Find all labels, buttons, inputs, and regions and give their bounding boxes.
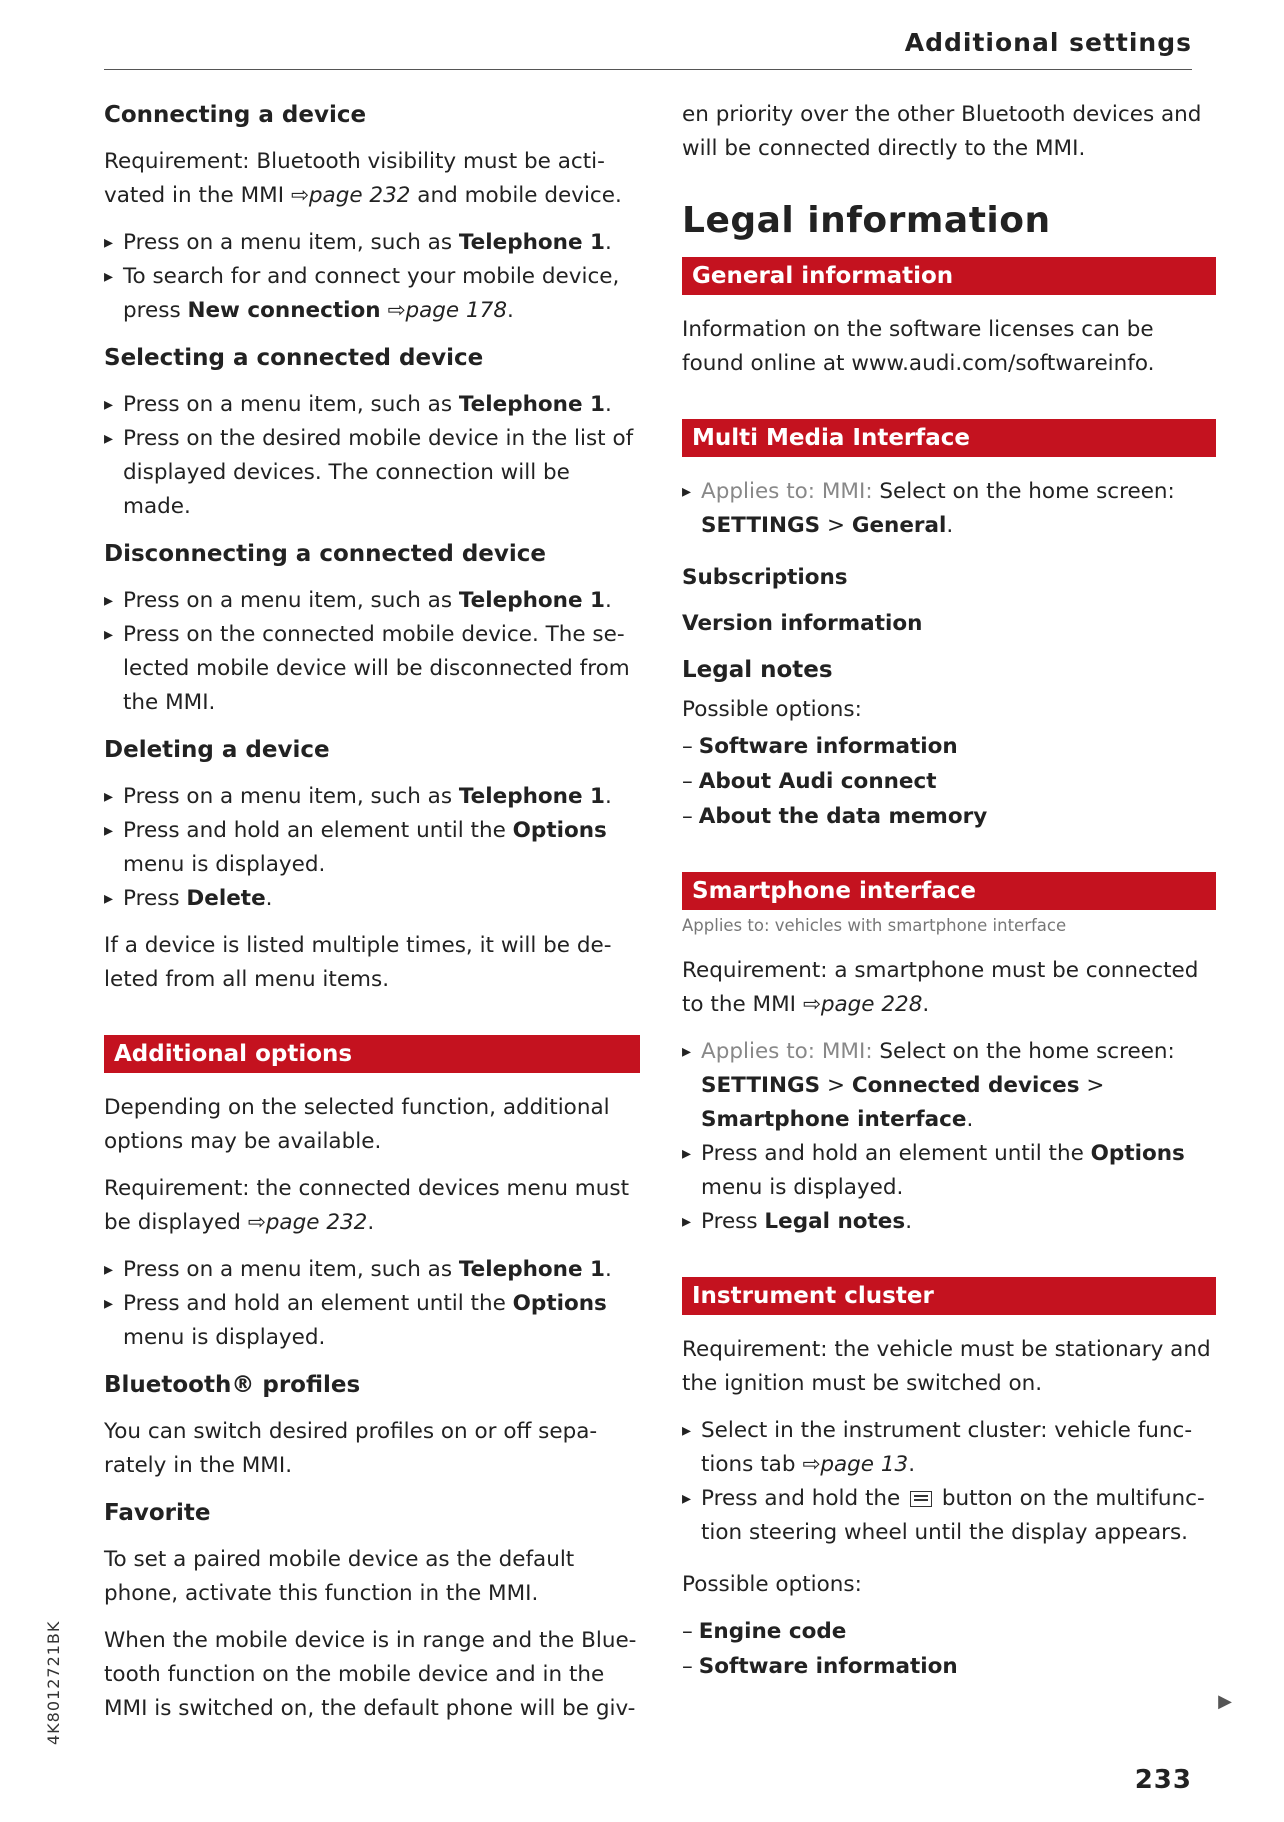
list-item: ▸ Press on a menu item, such as Telephone 1.	[104, 388, 640, 422]
right-column	[682, 98, 1216, 1684]
applies-note: Applies to: vehicles with smartphone interface	[682, 916, 1067, 935]
smartphone-steps	[682, 1035, 1216, 1239]
list-item: ▸ Press and hold an element until the Options menu is displayed.	[104, 1287, 640, 1355]
heading-deleting: Deleting a device	[104, 737, 330, 763]
section-box-general-information: General information	[682, 257, 1216, 295]
disconnecting-steps	[104, 584, 640, 720]
page-number: 233	[1134, 1765, 1192, 1795]
continued-text: en priority over the other Bluetooth devices and will be connected directly to the MMI.	[682, 102, 1202, 161]
list-item: – Software information	[682, 1654, 958, 1679]
heading-disconnecting: Disconnecting a connected device	[104, 541, 546, 567]
mmi-steps	[682, 475, 1216, 543]
legal-information-title: Legal information	[682, 200, 1051, 241]
list-item: ▸ Press on the connected mobile device. The se-lected mobile device will be disconnected from the MMI.	[104, 618, 640, 720]
cluster-options	[682, 1614, 1216, 1684]
section-box-instrument-cluster: Instrument cluster	[682, 1277, 1216, 1315]
additional-intro: Depending on the selected function, additional options may be available.	[104, 1095, 610, 1154]
list-item: ▸ Press and hold an element until the Options menu is displayed.	[682, 1137, 1216, 1205]
options-label: Possible options:	[682, 1572, 862, 1597]
deleting-note: If a device is listed multiple times, it will be de-leted from all menu items.	[104, 933, 612, 992]
page-link[interactable]: page 228	[820, 992, 923, 1017]
heading-version-information: Version information	[682, 611, 923, 636]
smartphone-requirement: Requirement: a smartphone must be connected to the MMI ⇨page 228.	[682, 958, 1199, 1017]
list-item: – About Audi connect	[682, 769, 937, 794]
heading-favorite: Favorite	[104, 1500, 211, 1526]
cluster-steps	[682, 1414, 1216, 1550]
document-code: 4K8012721BK	[44, 1620, 63, 1745]
list-item: ▸ Select in the instrument cluster: vehicle func-tions tab ⇨page 13.	[682, 1414, 1216, 1482]
mmi-options	[682, 729, 1216, 834]
list-item: ▸ To search for and connect your mobile device, press New connection ⇨page 178.	[104, 260, 640, 328]
profiles-text: You can switch desired profiles on or off sepa-rately in the MMI.	[104, 1419, 598, 1478]
page-link[interactable]: page 13	[820, 1452, 909, 1477]
list-item: ▸ Press on a menu item, such as Telephone 1.	[104, 226, 640, 260]
heading-connecting: Connecting a device	[104, 102, 367, 128]
heading-subscriptions: Subscriptions	[682, 565, 848, 590]
list-item: ▸ Press on a menu item, such as Telephone 1.	[104, 780, 640, 814]
list-item: ▸ Press and hold the button on the multifunc-tion steering wheel until the display appears.	[682, 1482, 1216, 1550]
section-box-multi-media-interface: Multi Media Interface	[682, 419, 1216, 457]
heading-bluetooth-profiles: Bluetooth® profiles	[104, 1372, 361, 1398]
menu-button-icon	[910, 1491, 932, 1507]
list-item: ▸ Press on a menu item, such as Telephone 1.	[104, 1253, 640, 1287]
general-text: Information on the software licenses can be found online at www.audi.com/softwareinfo.	[682, 317, 1155, 376]
list-item: – About the data memory	[682, 804, 988, 829]
heading-legal-notes: Legal notes	[682, 657, 833, 683]
connecting-requirement: Requirement: Bluetooth visibility must be acti-vated in the MMI ⇨page 232 and mobile device.	[104, 149, 622, 208]
connecting-steps	[104, 226, 640, 328]
page-link[interactable]: page 232	[308, 183, 411, 208]
running-header: Additional settings	[904, 28, 1192, 57]
section-box-smartphone-interface: Smartphone interface	[682, 872, 1216, 910]
favorite-text-1: To set a paired mobile device as the default phone, activate this function in the MMI.	[104, 1547, 575, 1606]
additional-steps	[104, 1253, 640, 1355]
options-label: Possible options:	[682, 697, 862, 722]
additional-requirement: Requirement: the connected devices menu must be displayed ⇨page 232.	[104, 1176, 629, 1235]
header-divider	[104, 69, 1192, 70]
list-item: ▸ Press Delete.	[104, 882, 640, 916]
list-item: – Engine code	[682, 1619, 847, 1644]
continue-arrow-icon: ▶	[1218, 1691, 1232, 1712]
left-column	[104, 98, 640, 1726]
favorite-text-2: When the mobile device is in range and the Blue-tooth function on the mobile device and in the MMI is switched on, the default phone will be giv-	[104, 1628, 637, 1721]
list-item: ▸ Press Legal notes.	[682, 1205, 1216, 1239]
selecting-steps	[104, 388, 640, 524]
page-link[interactable]: page 232	[265, 1210, 368, 1235]
list-item: ▸ Press on a menu item, such as Telephone 1.	[104, 584, 640, 618]
cluster-requirement: Requirement: the vehicle must be stationary and the ignition must be switched on.	[682, 1337, 1211, 1396]
heading-selecting: Selecting a connected device	[104, 345, 484, 371]
list-item: ▸ Press and hold an element until the Options menu is displayed.	[104, 814, 640, 882]
list-item: ▸ Press on the desired mobile device in the list of displayed devices. The connection will be made.	[104, 422, 640, 524]
section-box-additional-options: Additional options	[104, 1035, 640, 1073]
deleting-steps	[104, 780, 640, 916]
list-item: – Software information	[682, 734, 958, 759]
list-item: ▸ Applies to: MMI: Select on the home screen: SETTINGS > General.	[682, 475, 1216, 543]
list-item: ▸ Applies to: MMI: Select on the home screen: SETTINGS > Connected devices > Smartphone interface.	[682, 1035, 1216, 1137]
page-link[interactable]: page 178	[405, 298, 508, 323]
